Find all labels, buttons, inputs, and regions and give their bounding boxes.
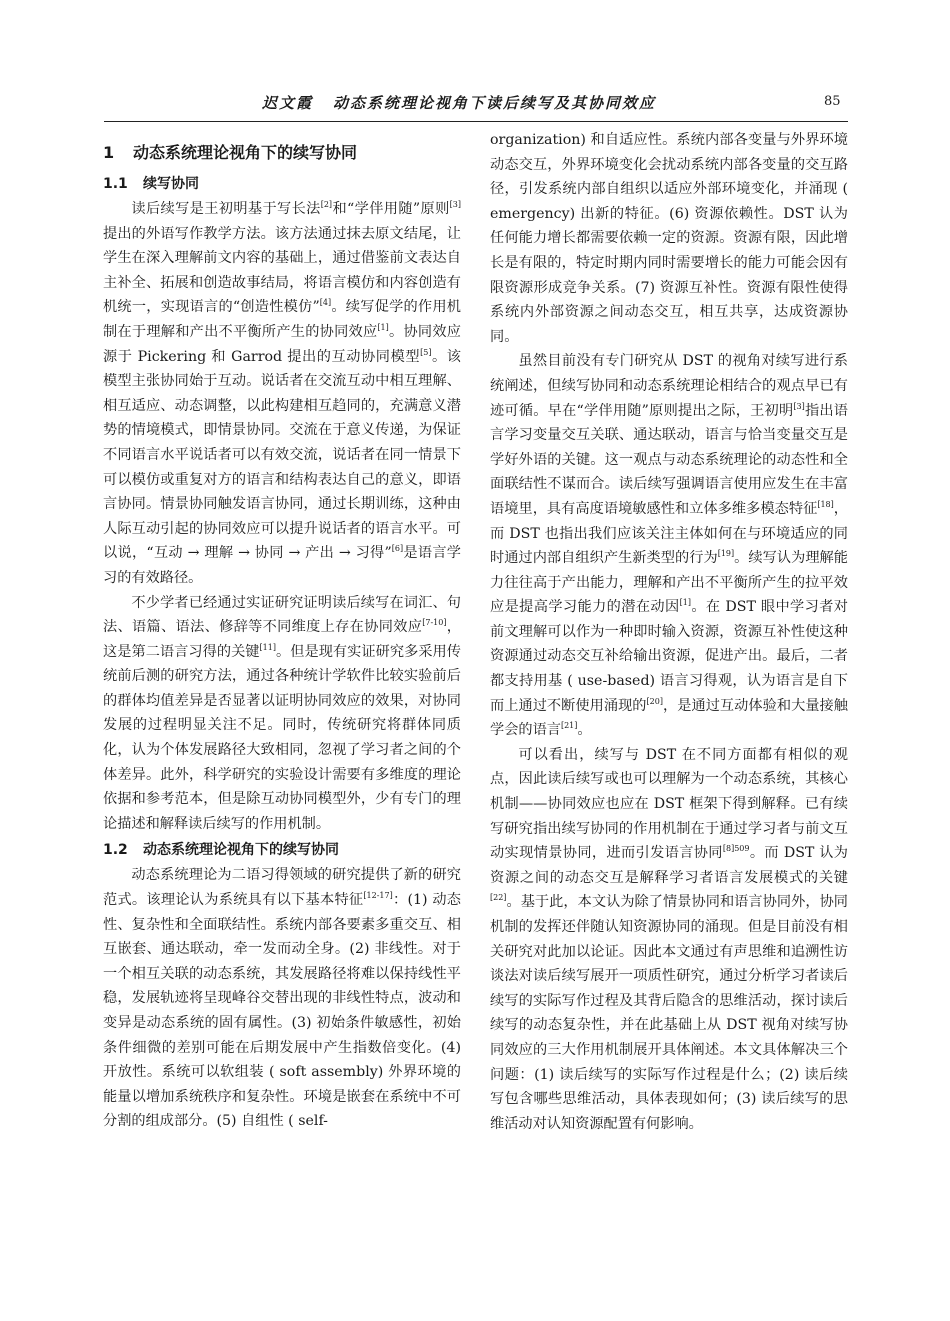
text-run: 。 <box>577 722 592 739</box>
running-title <box>262 92 656 113</box>
citation: [4] <box>319 298 332 308</box>
paragraph <box>103 197 461 591</box>
text-run: 指出语言学习变量交互关联、通达联动，语言与恰当变量交互是学好外语的关键。这一观点与动态系统理论的动态性和全面联结性不谋而合。读后续写强调语言使用应发生在丰富语境里，具有高度语境敏感性和立体多维多模态特征 <box>490 402 848 517</box>
text-run: 读后续写是王初明基于写长法 <box>131 201 321 217</box>
paragraph <box>103 863 461 1134</box>
text-run: 是语言学习的有效路径。 <box>103 545 461 586</box>
running-header <box>0 88 950 118</box>
citation: [7-10] <box>422 618 447 628</box>
section-number: 1 <box>103 143 115 162</box>
citation: [5] <box>420 347 432 357</box>
text-run: 。续写促学的作用机制在于理解和产出不平衡所产生的协同效应 <box>103 299 461 340</box>
header-article-title: 动态系统理论视角下读后续写及其协同效应 <box>333 94 657 112</box>
subsection-heading <box>103 172 461 197</box>
citation: [19] <box>717 549 735 559</box>
text-run: organization) 和自适应性。系统内部各变量与外界环境动态交互，外界环境变化会扰动系统内部各变量的交互路径，引发系统内部自组织以适应外部环境变化，并涌现 ( emergency) 出新的特征。(6) 资源依赖性。DST 认为任何能力增长都需要依赖一定的资源。资源有限，因此增长是有限的，特定时期内同时需要增长的能力可能会因有限资源形成竞争关系。(7) 资源互补性。资源有限性使得系统内外部资源之间动态交互，相互共享，达成资源协同。 <box>490 132 848 345</box>
subsection-title: 续写协同 <box>143 176 199 192</box>
citation: [3] <box>793 401 805 411</box>
text-run: ，而 DST 也指出我们应该关注主体如何在与环境适应的同时通过内部自组织产生新类型的行为 <box>490 500 848 567</box>
citation: [1] <box>377 322 389 332</box>
text-run: 。续写认为理解能力往往高于产出能力，理解和产出不平衡所产生的拉平效应是提高学习能力的潜在动因 <box>490 550 848 616</box>
paragraph <box>490 349 848 743</box>
left-column <box>103 128 461 1134</box>
citation: [22] <box>490 893 507 903</box>
paragraph <box>103 591 461 837</box>
citation: [21] <box>560 721 578 731</box>
header-author: 迟文霞 <box>262 94 314 112</box>
text-run: ，这是第二语言习得的关键 <box>103 619 461 660</box>
subsection-title: 动态系统理论视角下的续写协同 <box>143 842 339 859</box>
citation: [2] <box>320 200 333 209</box>
paragraph <box>490 743 848 1137</box>
subsection-number: 1.2 <box>103 842 128 859</box>
section-heading <box>103 140 461 166</box>
text-run: 可以看出，续写与 DST 在不同方面都有相似的观点，因此读后续写或也可以理解为一个动态系统，其核心机制——协同效应也应在 DST 框架下得到解释。已有续写研究指出续写协同的作用机制在于通过学习者与前文互动实现情景协同，进而引发语言协同 <box>490 746 848 862</box>
text-run: 提出的外语写作教学方法。该方法通过抹去原文结尾，让学生在深入理解前文内容的基础上，通过借鉴前文表达自主补全、拓展和创造故事结局，将语言模仿和内容创造有机统一，实现语言的“创造性模仿” <box>103 225 461 316</box>
citation: [3] <box>449 200 461 209</box>
right-column <box>490 128 848 1136</box>
citation: [8]509 <box>722 844 750 854</box>
text-run: 。在 DST 眼中学习者对前文理解可以作为一种即时输入资源，资源互补性使这种资源通过动态交互补给输出资源，促进产出。最后，二者都支持用基 ( use-based) 语言习得观，认为语言是自下而上通过不断使用涌现的 <box>490 599 848 714</box>
page-number: 85 <box>824 94 841 109</box>
text-run: ，是通过互动体验和大量接触学会的语言 <box>490 697 848 739</box>
citation: [12-17] <box>363 891 393 901</box>
paragraph <box>490 128 848 349</box>
text-run: ：(1) 动态性、复杂性和全面联结性。系统内部各要素多重交互、相互嵌套、通达联动，牵一发而动全身。(2) 非线性。对于一个相互关联的动态系统，其发展路径将难以保持线性平稳，发展轨迹将呈现峰谷交替出现的非线性特点，波动和变异是动态系统的固有属性。(3) 初始条件敏感性，初始条件细微的差别可能在后期发展中产生指数倍变化。(4) 开放性。系统可以软组装 ( soft assembly) 外界环境的能量以增加系统秩序和复杂性。环境是嵌套在系统中不可分割的组成部分。(5) 自组性 ( self- <box>103 892 461 1130</box>
citation: [1] <box>679 598 691 608</box>
text-run: 动态系统理论为二语习得领域的研究提供了新的研究范式。该理论认为系统具有以下基本特征 <box>103 867 461 909</box>
citation: [20] <box>646 696 663 706</box>
text-run: 虽然目前没有专门研究从 DST 的视角对续写进行系统阐述，但续写协同和动态系统理论相结合的观点早已有迹可循。早在“学伴用随”原则提出之际，王初明 <box>490 353 848 419</box>
text-run: 。基于此，本文认为除了情景协同和语言协同外，协同机制的发挥还伴随认知资源协同的涌现。但是目前没有相关研究对此加以论证。因此本文通过有声思维和追溯性访谈法对读后续写展开一项质性研究，通过分析学习者读后续写的实际写作过程及其背后隐含的思维活动，探讨读后续写的动态复杂性，并在此基础上从 DST 视角对续写协同效应的三大作用机制展开具体阐述。本文具体解决三个问题：(1) 读后续写的实际写作过程是什么；(2) 读后续写包含哪些思维活动，具体表现如何；(3) 读后续写的思维活动对认知资源配置有何影响。 <box>490 894 848 1132</box>
citation: [11] <box>259 642 276 652</box>
section-title: 动态系统理论视角下的续写协同 <box>133 143 358 162</box>
header-rule <box>104 121 848 122</box>
subsection-heading <box>103 838 461 863</box>
text-run: 和“学伴用随”原则 <box>332 201 450 217</box>
text-run: 不少学者已经通过实证研究证明读后续写在词汇、句法、语篇、语法、修辞等不同维度上存在协同效应 <box>103 594 461 636</box>
text-run: 。但是现有实证研究多采用传统前后测的研究方法，通过各种统计学软件比较实验前后的群体均值差异是否显著以证明协同效应的效果，对协同发展的过程明显关注不足。同时，传统研究将群体同质化，认为个体发展路径大致相同，忽视了学习者之间的个体差异。此外，科学研究的实验设计需要有多维度的理论依据和参考范本，但是除互动协同模型外，少有专门的理论描述和解释读后续写的作用机制。 <box>103 643 461 832</box>
text-run: 。该模型主张协同始于互动。说话者在交流互动中相互理解、相互适应、动态调整，以此构建相互趋同的，充满意义潜势的情境模式，即情景协同。交流在于意义传递，为保证不同语言水平说话者可以有效交流，说话者在同一情景下可以模仿或重复对方的语言和结构表达自己的意义，即语言协同。情景协同触发语言协同，通过长期训练，这种由人际互动引起的协同效应可以提升说话者的语言水平。可以说，“互动 → 理解 → 协同 → 产出 → 习得” <box>103 348 461 562</box>
text-run: 。协同效应源于 Pickering 和 Garrod 提出的互动协同模型 <box>103 323 461 365</box>
text-run: 。而 DST 认为资源之间的动态交互是解释学习者语言发展模式的关键 <box>490 845 848 886</box>
subsection-number: 1.1 <box>103 176 128 192</box>
citation: [6] <box>391 544 404 554</box>
citation: [18] <box>817 499 834 509</box>
